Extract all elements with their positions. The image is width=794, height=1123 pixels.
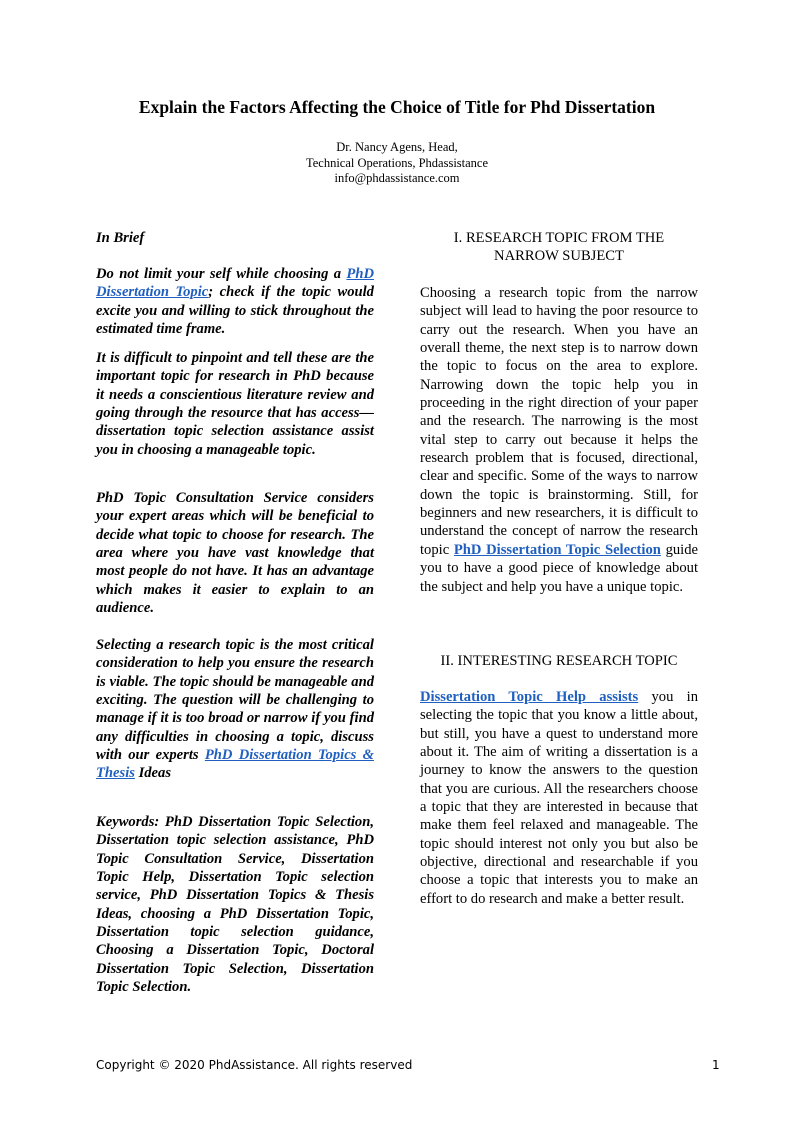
text: Choosing a research topic from the narrow subject will lead to having the poor resource to carry out the research. When you have an overall theme, the next step is to narrow down the topic to focus on the area to explore. Narrowing down the topic help you in proceeding in the right direction of your paper and the research. The narrowing is the most vital step to carry out because it helps the research problem that is focused, directional, clear and specific. Some of the ways to narrow down the topic is brainstorming. Still, for beginners and new researchers, it is difficult to understand the concept of narrow the research topic [420, 285, 698, 558]
section-heading-1: I. RESEARCH TOPIC FROM THE NARROW SUBJECT [453, 230, 665, 265]
brief-paragraph-2: It is difficult to pinpoint and tell these are the important topic for research in PhD because it needs a conscientious literature review and going through the resource that has access—dissertation topic selection assistance assist you in choosing a manageable topic. [96, 350, 374, 458]
in-brief-heading: In Brief [96, 230, 145, 246]
author-role: Technical Operations, Phdassistance [305, 155, 489, 170]
text: you in selecting the topic that you know a little about, but still, you have a quest to understand more about it. The aim of writing a dissertation is a journey to know the answers to the question that you are curious. All the researchers choose a topic that they are interested in because that make them feel relaxed and manageable. The topic should interest not only you but also be objective, directional and researchable if you choose a topic that interests you to make an effort to do research and make a better result. [420, 689, 699, 907]
section-heading-2: II. INTERESTING RESEARCH TOPIC [440, 653, 678, 669]
author-email: info@phdassistance.com [334, 171, 460, 185]
topic-selection-link[interactable]: PhD Dissertation Topic Selection [453, 541, 661, 558]
text: Selecting a research topic is the most critical consideration to help you ensure the research is viable. The topic should be manageable and exciting. The question will be challenging to manage if it is too broad or narrow if you find any difficulties in choosing a topic, discuss with our experts [96, 637, 374, 764]
text: guide you to have a good piece of knowledge about the subject and help you have a unique topic. [420, 541, 698, 595]
footer-copyright: Copyright © 2020 PhdAssistance. All rights reserved [96, 1058, 413, 1072]
keywords-paragraph: Keywords: PhD Dissertation Topic Selection, Dissertation topic selection assistance, PhD Topic Consultation Service, Dissertation Topic Help, Dissertation Topic selection service, PhD Dissertation Topics & Thesis Ideas, choosing a PhD Dissertation Topic, Dissertation topic selection guidance, Choosing a Dissertation Topic, Doctoral Dissertation Topic Selection, Dissertation Topic Selection. [96, 814, 374, 996]
brief-paragraph-1 [96, 265, 374, 338]
brief-paragraph-4 [96, 636, 374, 783]
author-block [0, 140, 794, 187]
document-title: Explain the Factors Affecting the Choice of Title for Phd Dissertation [138, 97, 656, 117]
author-name: Dr. Nancy Agens, Head, [336, 140, 458, 154]
dissertation-topics-thesis-link[interactable]: PhD Dissertation Topics & Thesis [96, 747, 374, 782]
text: Do not limit your self while choosing a [96, 266, 347, 282]
section-1-paragraph [420, 284, 698, 596]
section-2-paragraph [420, 688, 698, 908]
phd-dissertation-topic-link[interactable]: PhD Dissertation Topic [96, 266, 374, 301]
text: ; check if the topic would excite you and willing to stick throughout the estimated time frame. [96, 284, 374, 338]
topic-help-link[interactable]: Dissertation Topic Help assists [420, 689, 639, 705]
page-number: 1 [712, 1058, 720, 1072]
brief-paragraph-3: PhD Topic Consultation Service considers your expert areas which will be beneficial to decide what topic to choose for research. The area where you have vast knowledge that most people do not have. It has an advantage which makes it easier to explain to an audience. [96, 490, 374, 617]
text: Ideas [134, 765, 172, 782]
